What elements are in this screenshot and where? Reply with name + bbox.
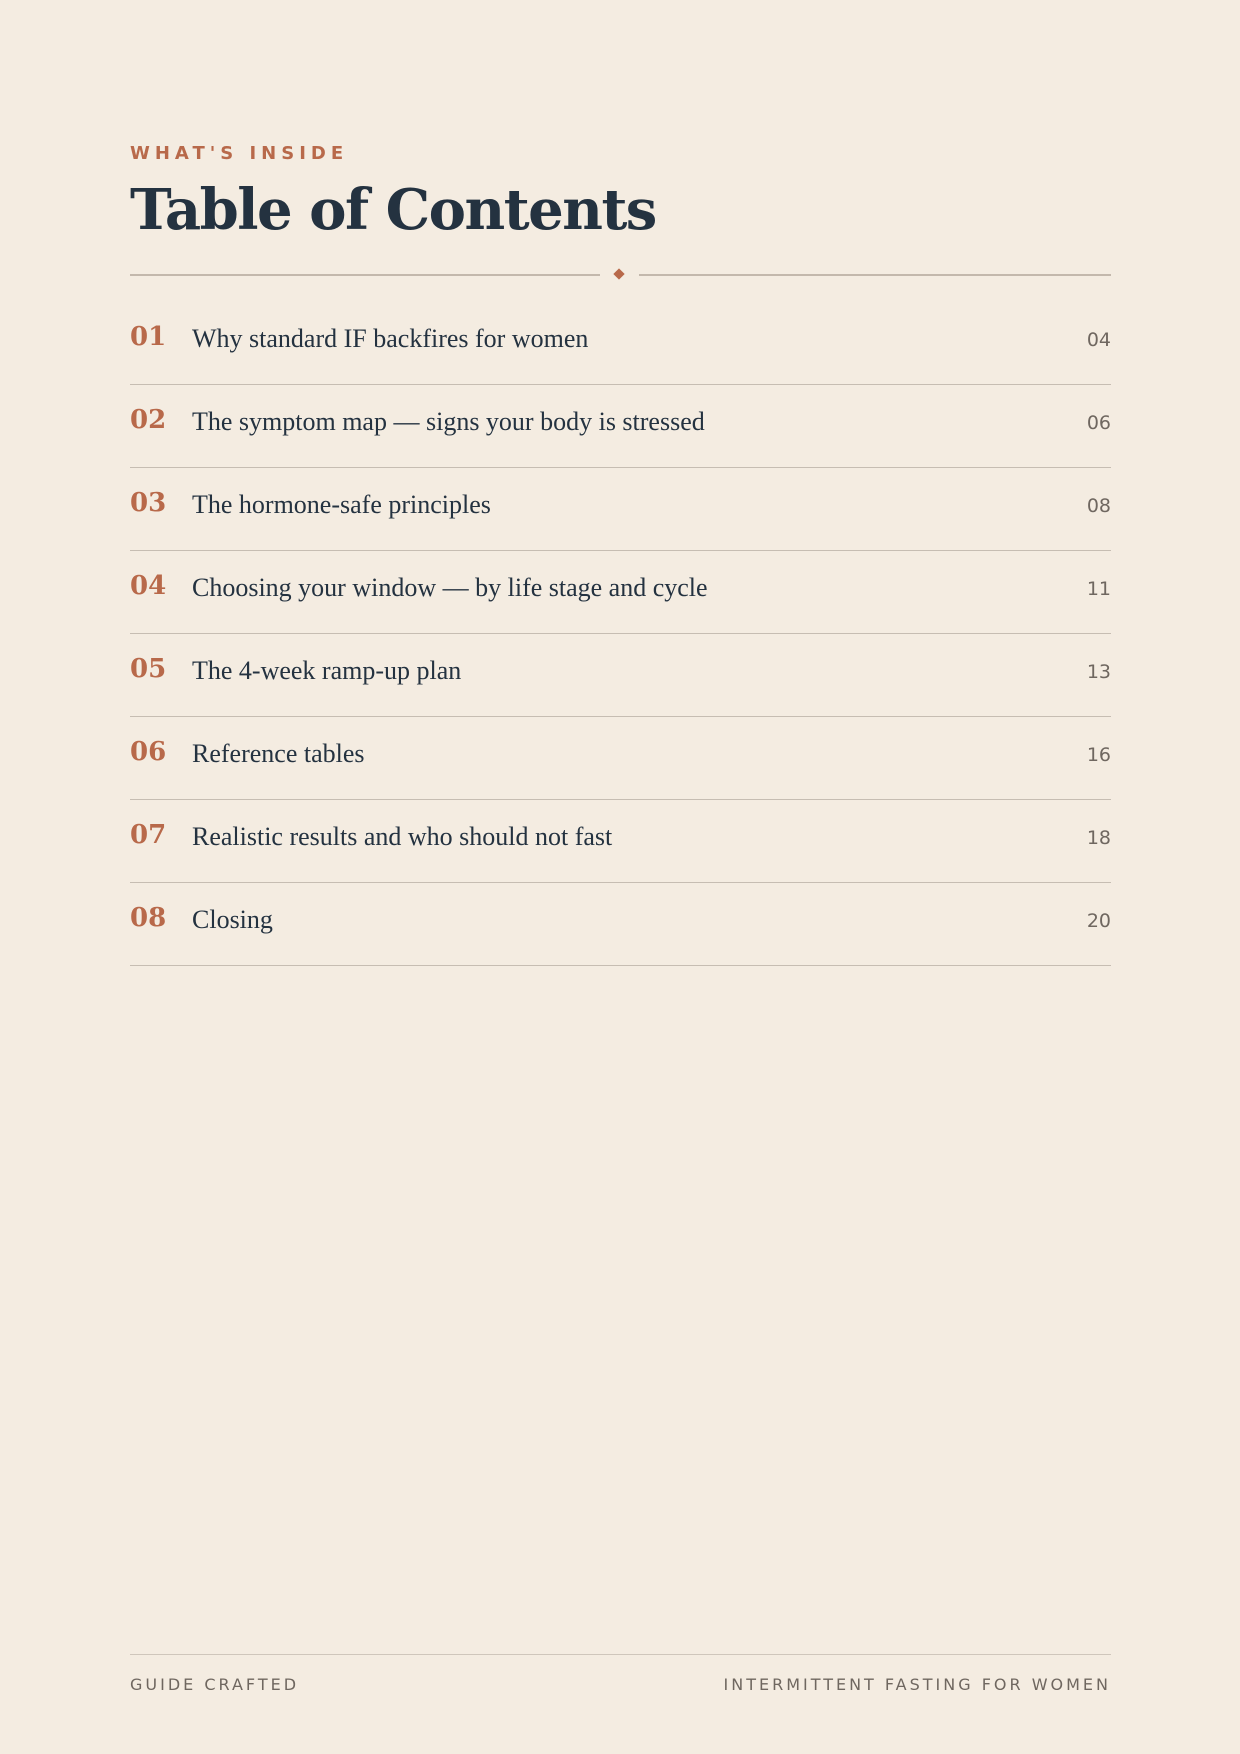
footer-left-text: GUIDE CRAFTED <box>130 1675 300 1694</box>
title-divider <box>130 274 1111 276</box>
toc-item[interactable] <box>130 302 1111 385</box>
toc-item[interactable] <box>130 551 1111 634</box>
toc-item[interactable] <box>130 468 1111 551</box>
toc-number: 03 <box>130 488 167 518</box>
toc-title: The hormone-safe principles <box>192 490 491 519</box>
toc-page-number: 16 <box>1086 744 1111 766</box>
toc-page-number: 20 <box>1086 910 1111 932</box>
toc-number: 06 <box>130 737 167 767</box>
toc-item[interactable] <box>130 800 1111 883</box>
divider-line-right <box>639 274 1111 276</box>
toc-number: 01 <box>130 322 167 352</box>
page-title: Table of Contents <box>130 177 656 243</box>
footer-right-text: INTERMITTENT FASTING FOR WOMEN <box>723 1675 1111 1694</box>
toc-title: Reference tables <box>192 739 365 768</box>
toc-item[interactable] <box>130 634 1111 717</box>
toc-number: 07 <box>130 820 167 850</box>
toc-title: The symptom map — signs your body is stressed <box>192 407 705 436</box>
toc-item[interactable] <box>130 883 1111 966</box>
toc-title: Realistic results and who should not fast <box>192 822 613 851</box>
toc-number: 08 <box>130 903 167 933</box>
toc-title: Closing <box>192 905 273 934</box>
divider-line-left <box>130 274 600 276</box>
toc-page-number: 18 <box>1086 827 1111 849</box>
toc-item[interactable] <box>130 717 1111 800</box>
toc-page-number: 08 <box>1086 495 1111 517</box>
toc-number: 02 <box>130 405 167 435</box>
toc-page-number: 11 <box>1086 578 1111 600</box>
diamond-icon <box>613 268 624 279</box>
toc-title: Choosing your window — by life stage and cycle <box>192 573 708 602</box>
toc-page-number: 06 <box>1086 412 1111 434</box>
toc-page-number: 13 <box>1086 661 1111 683</box>
document-page <box>130 0 1111 1754</box>
page-footer <box>130 1654 1111 1694</box>
toc-title: Why standard IF backfires for women <box>192 324 589 353</box>
toc-number: 04 <box>130 571 167 601</box>
toc-number: 05 <box>130 654 167 684</box>
toc-item[interactable] <box>130 385 1111 468</box>
toc-page-number: 04 <box>1086 329 1111 351</box>
toc-title: The 4-week ramp-up plan <box>192 656 462 685</box>
toc-list <box>130 302 1111 966</box>
eyebrow-label: WHAT'S INSIDE <box>130 143 349 164</box>
